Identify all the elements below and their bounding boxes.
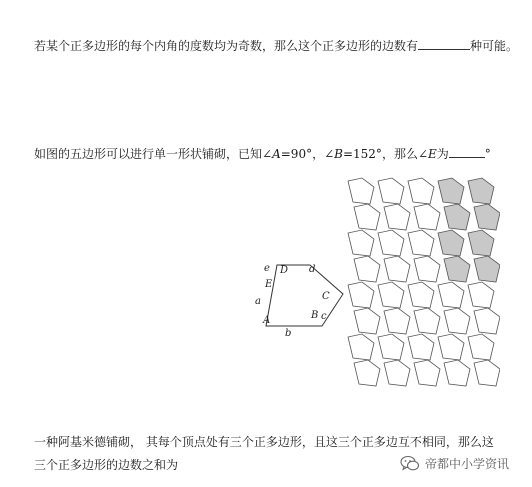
tiling-tile [468, 230, 494, 256]
tiling-tile [444, 204, 470, 230]
tiling-tile [378, 178, 404, 204]
tiling-tile [354, 204, 380, 230]
tiling-tile [444, 360, 470, 386]
wechat-icon [400, 455, 420, 472]
tiling-tile [438, 178, 464, 204]
question-1-text: 若某个正多边形的每个内角的度数均为奇数，那么这个正多边形的边数有 [34, 39, 419, 53]
degree-sign: ° [484, 147, 491, 161]
tiling-tile [384, 308, 410, 334]
tiling-tile [414, 308, 440, 334]
tiling-tile [414, 256, 440, 282]
vertex-label-a: A [263, 315, 271, 326]
tiling-tile [378, 230, 404, 256]
tiling-tile [438, 282, 464, 308]
question-1-suffix: 种可能。 [470, 39, 519, 53]
tiling-tile [468, 178, 494, 204]
tiling-tile [414, 360, 440, 386]
tiling-tile [354, 256, 380, 282]
angle-a-label: ∠A [262, 147, 281, 161]
side-label-a: a [255, 296, 261, 307]
question-2-text-2: ，那么 [381, 147, 418, 161]
tiling-figure [340, 170, 500, 392]
tiling-tile [468, 334, 494, 360]
watermark-text: 帝都中小学资讯 [425, 456, 510, 471]
tiling-tile [378, 282, 404, 308]
tiling-tile [414, 204, 440, 230]
vertex-label-c: C [322, 291, 330, 302]
tiling-tile [474, 256, 500, 282]
side-label-b: b [285, 328, 292, 339]
tiling-tile [474, 308, 500, 334]
tiling-tile [438, 230, 464, 256]
angle-e-label: ∠E [417, 147, 437, 161]
tiling-tile [408, 178, 434, 204]
tiling-tile [348, 230, 374, 256]
angle-b-label: ∠B [324, 147, 343, 161]
tiling-tile [354, 360, 380, 386]
question-3-text: 一种阿基米德铺砌， 其每个顶点处有三个正多边形，且这三个正多边互不相同，那么这三个正多边形的边数之和为 [34, 435, 494, 472]
tiling-tile [348, 282, 374, 308]
tiling-tile [384, 360, 410, 386]
side-label-c: c [321, 311, 327, 322]
tiling-tile [354, 308, 380, 334]
angle-a-value: =90° [280, 147, 313, 161]
side-label-e: e [264, 263, 270, 274]
vertex-label-b: B [311, 310, 319, 321]
tiling-tile [348, 334, 374, 360]
tiling-tile [474, 360, 500, 386]
vertex-label-e: E [265, 279, 273, 290]
question-2-text-3: 为 [436, 147, 449, 161]
tiling-tile [384, 256, 410, 282]
pentagon-figure [248, 256, 348, 340]
tiling-tile [444, 256, 470, 282]
side-label-d: d [309, 264, 316, 275]
question-2 [34, 145, 491, 163]
tiling-tile [378, 334, 404, 360]
answer-blank-1 [418, 37, 470, 50]
tiling-tile [408, 282, 434, 308]
tiling-tile [468, 282, 494, 308]
pentagon-shape [266, 265, 343, 326]
tiling-tile [438, 334, 464, 360]
tiling-tile [348, 178, 374, 204]
tiling-tile [474, 204, 500, 230]
tiling-tile [384, 204, 410, 230]
angle-b-value: =152° [342, 147, 382, 161]
watermark [400, 453, 509, 473]
tiling-tile [408, 230, 434, 256]
question-2-text: 如图的五边形可以进行单一形状铺砌，已知 [34, 147, 263, 161]
tiling-tile [408, 334, 434, 360]
vertex-label-d: D [280, 265, 289, 276]
answer-blank-2 [449, 145, 485, 158]
separator: ， [312, 147, 325, 161]
tiling-grid [348, 178, 500, 386]
tiling-tile [444, 308, 470, 334]
question-1 [34, 37, 518, 55]
